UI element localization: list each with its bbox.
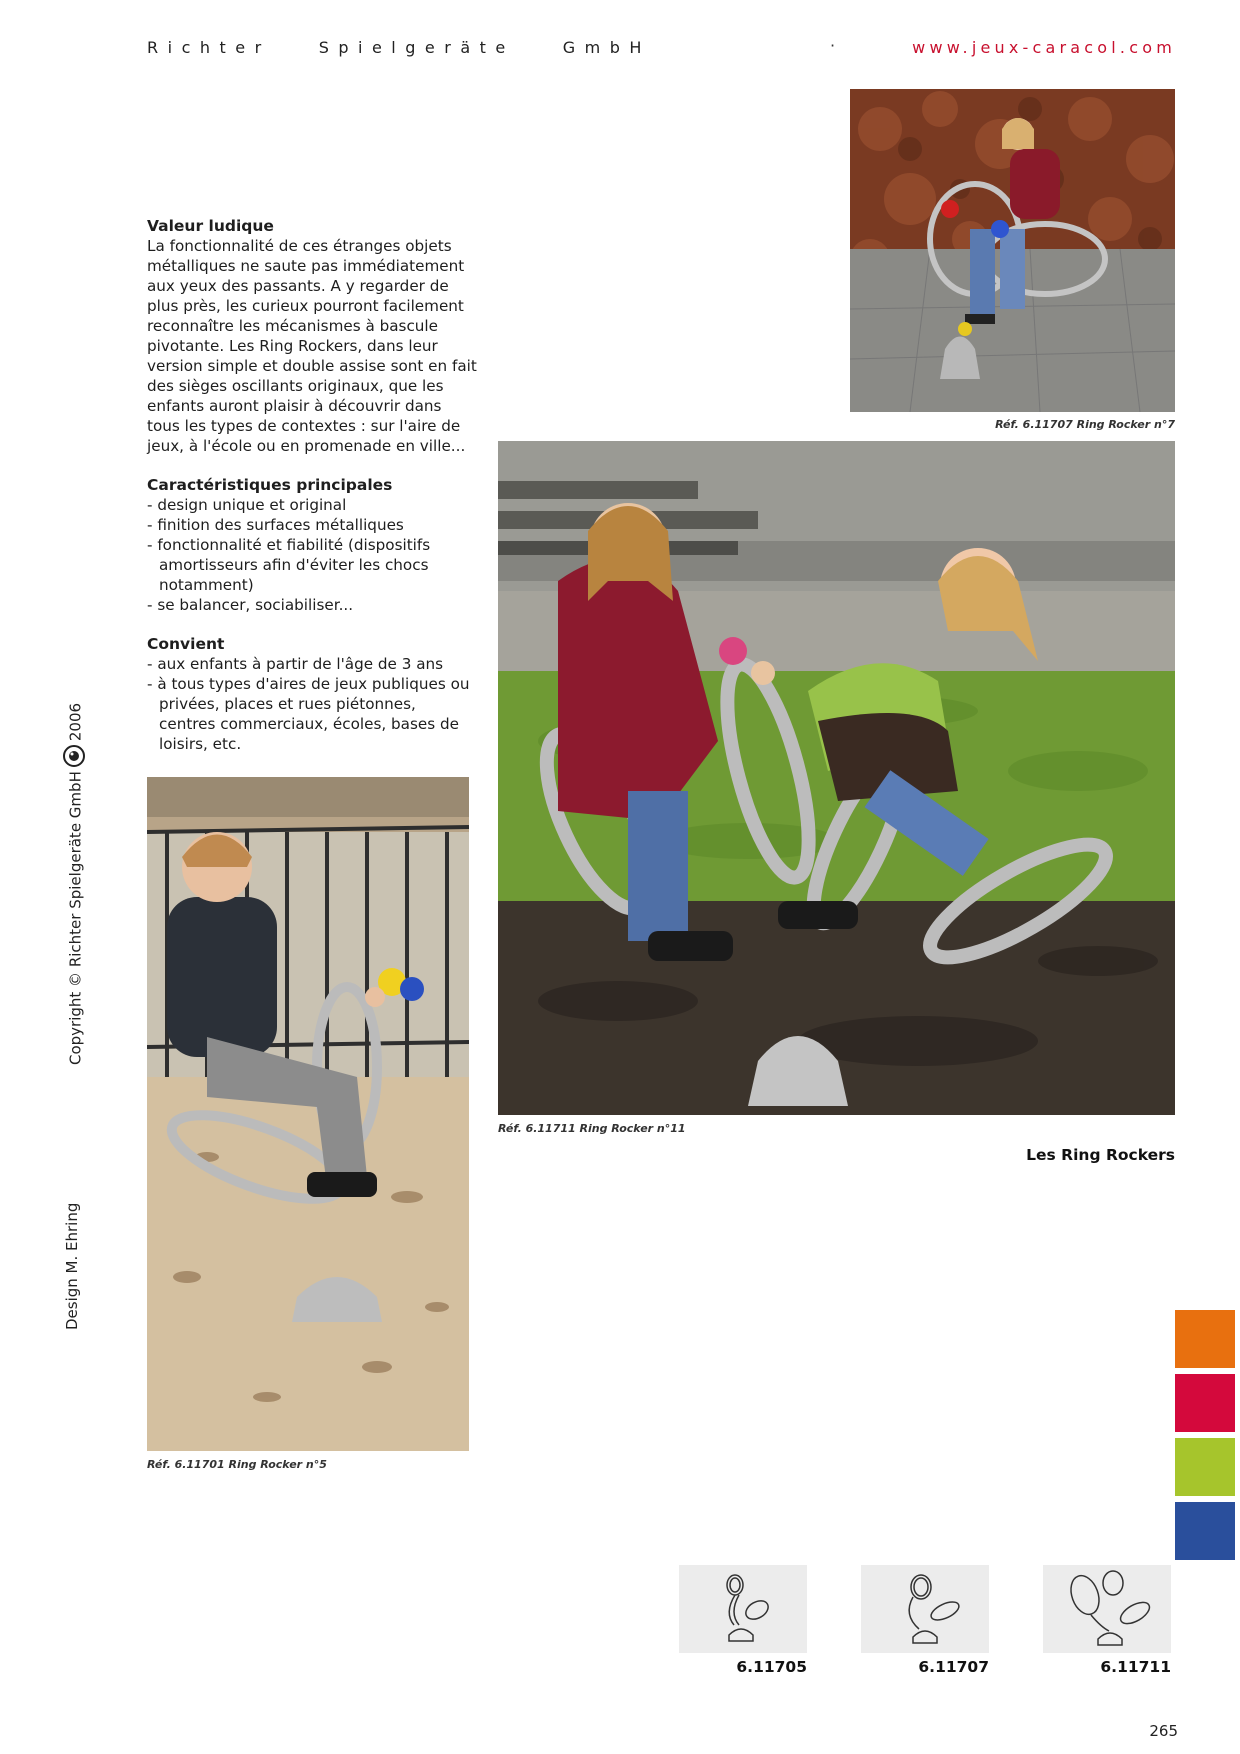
list-item: - finition des surfaces métalliques (147, 515, 477, 535)
product-thumb-6-11707[interactable] (861, 1565, 989, 1653)
color-tab-green[interactable] (1175, 1438, 1235, 1496)
company-word-3: GmbH (562, 38, 651, 57)
product-label-6-11707: 6.11707 (918, 1658, 989, 1676)
caption-ring-rocker-7: Réf. 6.11707 Ring Rocker n°7 (995, 418, 1175, 431)
copyright-year: 2006 (66, 702, 85, 742)
list-item: - se balancer, sociabiliser... (147, 595, 477, 615)
color-tab-orange[interactable] (1175, 1310, 1235, 1368)
product-label-6-11705: 6.11705 (736, 1658, 807, 1676)
caracteristiques-heading: Caractéristiques principales (147, 476, 393, 494)
richter-logo-icon (63, 745, 89, 767)
description-column (147, 216, 477, 773)
product-label-6-11711: 6.11711 (1100, 1658, 1171, 1676)
company-word-2: Spielgeräte (318, 38, 515, 57)
header-company-name (147, 38, 699, 57)
convient-list (147, 654, 477, 754)
color-tab-blue[interactable] (1175, 1502, 1235, 1560)
product-thumb-6-11705[interactable] (679, 1565, 807, 1653)
photo-ring-rocker-7 (850, 89, 1175, 412)
convient-heading: Convient (147, 635, 225, 653)
list-item: - à tous types d'aires de jeux publiques ou privées, places et rues piétonnes, centres commerciaux, écoles, bases de loisirs, etc. (147, 674, 477, 754)
caption-ring-rocker-11: Réf. 6.11711 Ring Rocker n°11 (498, 1122, 686, 1135)
caption-ring-rocker-5: Réf. 6.11701 Ring Rocker n°5 (147, 1458, 327, 1471)
photo-ring-rocker-5 (147, 777, 469, 1451)
header-separator: · (830, 36, 836, 55)
sidebar-copyright (63, 703, 89, 1065)
valeur-text: La fonctionnalité de ces étranges objets métalliques ne saute pas immédiatement aux yeux des passants. A y regarder de plus près, les curieux pourront facilement reconnaître les mécanismes à bascule pivotante. Les Ring Rockers, dans leur version simple et double assise sont en fait des sièges oscillants originaux, que les enfants auront plaisir à découvrir dans tous les types de contextes : sur l'aire de jeux, à l'école ou en promenade en ville... (147, 237, 477, 455)
header-url-link[interactable]: www.jeux-caracol.com (912, 38, 1176, 57)
section-title: Les Ring Rockers (1026, 1146, 1175, 1164)
company-word-1: Richter (147, 38, 271, 57)
valeur-heading: Valeur ludique (147, 217, 274, 235)
page-number: 265 (1149, 1722, 1178, 1740)
product-thumb-6-11711[interactable] (1043, 1565, 1171, 1653)
caracteristiques-list (147, 495, 477, 615)
list-item: - aux enfants à partir de l'âge de 3 ans (147, 654, 477, 674)
color-tab-red[interactable] (1175, 1374, 1235, 1432)
photo-ring-rocker-11 (498, 441, 1175, 1115)
list-item: - fonctionnalité et fiabilité (dispositifs amortisseurs afin d'éviter les chocs notamment) (147, 535, 477, 595)
list-item: - design unique et original (147, 495, 477, 515)
sidebar-design-credit: Design M. Ehring (63, 1202, 81, 1330)
copyright-text: Copyright © Richter Spielgeräte GmbH (66, 771, 85, 1065)
